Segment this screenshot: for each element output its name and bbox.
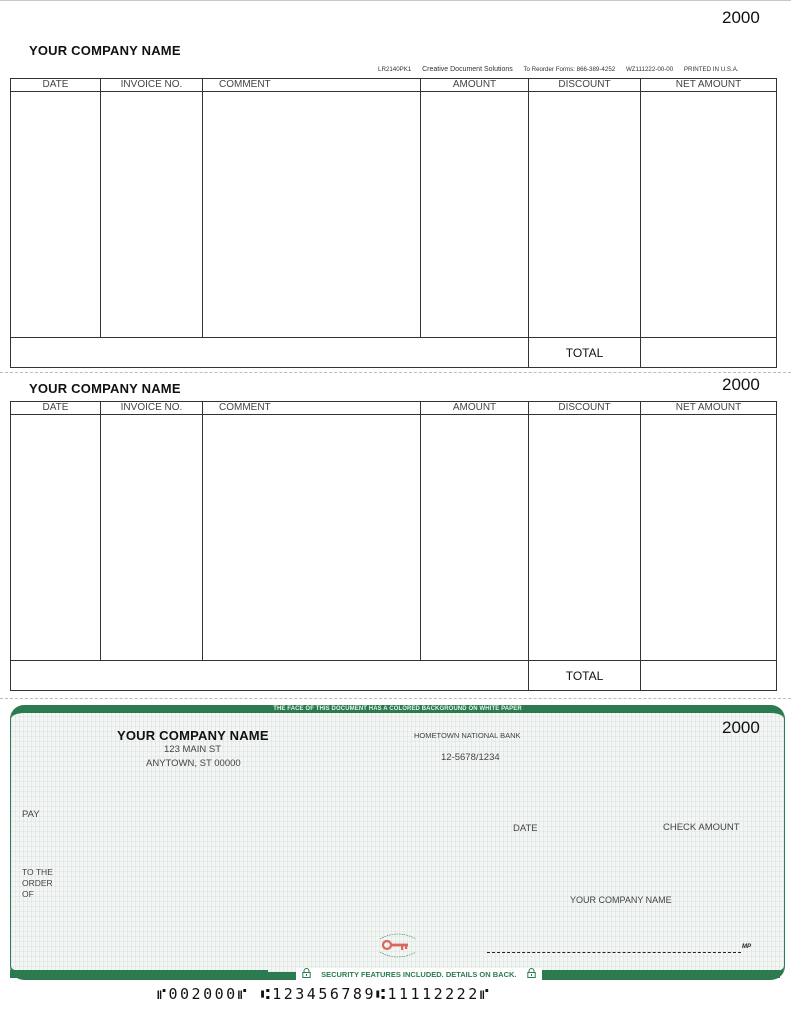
perforation-line <box>0 698 791 699</box>
stub1-table <box>10 78 777 368</box>
total-value[interactable] <box>641 338 777 368</box>
perforation-line <box>0 372 791 373</box>
to-the-order-of-line: ORDER <box>22 878 53 888</box>
stub2-header-row <box>11 402 777 415</box>
col-date: DATE <box>11 79 101 92</box>
payee-field[interactable] <box>60 868 440 908</box>
stub2-body-row <box>11 415 777 661</box>
cell-comment[interactable] <box>203 92 421 338</box>
check-address-line1: 123 MAIN ST <box>164 744 222 755</box>
signature-line[interactable] <box>487 952 741 953</box>
page-top-border <box>0 0 791 1</box>
col-net-amount: NET AMOUNT <box>641 402 777 415</box>
total-label: TOTAL <box>529 661 641 691</box>
stub2-table <box>10 401 777 691</box>
fraction-code: 12-5678/1234 <box>441 752 500 763</box>
security-text: SECURITY FEATURES INCLUDED. DETAILS ON BACK. <box>321 970 517 979</box>
col-invoice-no: INVOICE NO. <box>101 79 203 92</box>
cell-invoice-no[interactable] <box>101 415 203 661</box>
check-company-name: YOUR COMPANY NAME <box>117 728 269 743</box>
total-label: TOTAL <box>529 338 641 368</box>
security-notice <box>296 968 542 981</box>
pay-label: PAY <box>22 809 40 820</box>
lot-code: WZ111222-00-00 <box>625 66 674 73</box>
date-label: DATE <box>513 823 538 834</box>
cell-invoice-no[interactable] <box>101 92 203 338</box>
stub2-company-name: YOUR COMPANY NAME <box>29 381 181 396</box>
total-blank <box>11 661 529 691</box>
mp-mark: MP <box>742 944 751 950</box>
to-the-order-of-line: OF <box>22 889 34 899</box>
micr-line: ⑈002000⑈ ⑆123456789⑆11112222⑈ <box>157 985 492 1003</box>
to-the-order-of <box>22 867 53 900</box>
form-code: LR2140PK1 <box>378 66 412 73</box>
check-amount-label: CHECK AMOUNT <box>663 822 740 833</box>
pay-amount-field[interactable] <box>70 800 470 820</box>
security-seal <box>374 928 422 962</box>
security-bar-left <box>10 970 268 978</box>
check-number: 2000 <box>722 718 760 737</box>
col-date: DATE <box>11 402 101 415</box>
form-info-line <box>378 66 748 73</box>
stub1-check-number: 2000 <box>722 8 760 27</box>
cell-net-amount[interactable] <box>641 415 777 661</box>
total-value[interactable] <box>641 661 777 691</box>
cell-net-amount[interactable] <box>641 92 777 338</box>
total-blank <box>11 338 529 368</box>
cell-comment[interactable] <box>203 415 421 661</box>
col-amount: AMOUNT <box>421 79 529 92</box>
col-net-amount: NET AMOUNT <box>641 79 777 92</box>
signature-company-name: YOUR COMPANY NAME <box>570 895 672 905</box>
col-amount: AMOUNT <box>421 402 529 415</box>
check-banner: THE FACE OF THIS DOCUMENT HAS A COLORED BACKGROUND ON WHITE PAPER <box>273 706 522 712</box>
security-bar-right <box>530 970 780 978</box>
printed-in: PRINTED IN U.S.A. <box>683 66 739 73</box>
cell-date[interactable] <box>11 415 101 661</box>
col-comment: COMMENT <box>203 79 421 92</box>
cell-discount[interactable] <box>529 415 641 661</box>
padlock-icon <box>302 968 311 978</box>
col-invoice-no: INVOICE NO. <box>101 402 203 415</box>
col-comment: COMMENT <box>203 402 421 415</box>
key-icon <box>374 928 422 962</box>
stub1-company-name: YOUR COMPANY NAME <box>29 43 181 58</box>
col-discount: DISCOUNT <box>529 402 641 415</box>
cell-discount[interactable] <box>529 92 641 338</box>
stub2-total-row <box>11 661 777 691</box>
stub1-header-row <box>11 79 777 92</box>
date-field[interactable] <box>560 818 650 836</box>
stub1-total-row <box>11 338 777 368</box>
vendor-name: Creative Document Solutions <box>422 66 513 73</box>
check-address-line2: ANYTOWN, ST 00000 <box>146 758 241 769</box>
cell-amount[interactable] <box>421 415 529 661</box>
col-discount: DISCOUNT <box>529 79 641 92</box>
reorder-info: To Reorder Forms: 866-389-4252 <box>523 66 616 73</box>
cell-amount[interactable] <box>421 92 529 338</box>
to-the-order-of-line: TO THE <box>22 867 53 877</box>
padlock-icon <box>527 968 536 978</box>
bank-name: HOMETOWN NATIONAL BANK <box>414 731 521 740</box>
cell-date[interactable] <box>11 92 101 338</box>
stub1-body-row <box>11 92 777 338</box>
stub2-check-number: 2000 <box>722 375 760 394</box>
